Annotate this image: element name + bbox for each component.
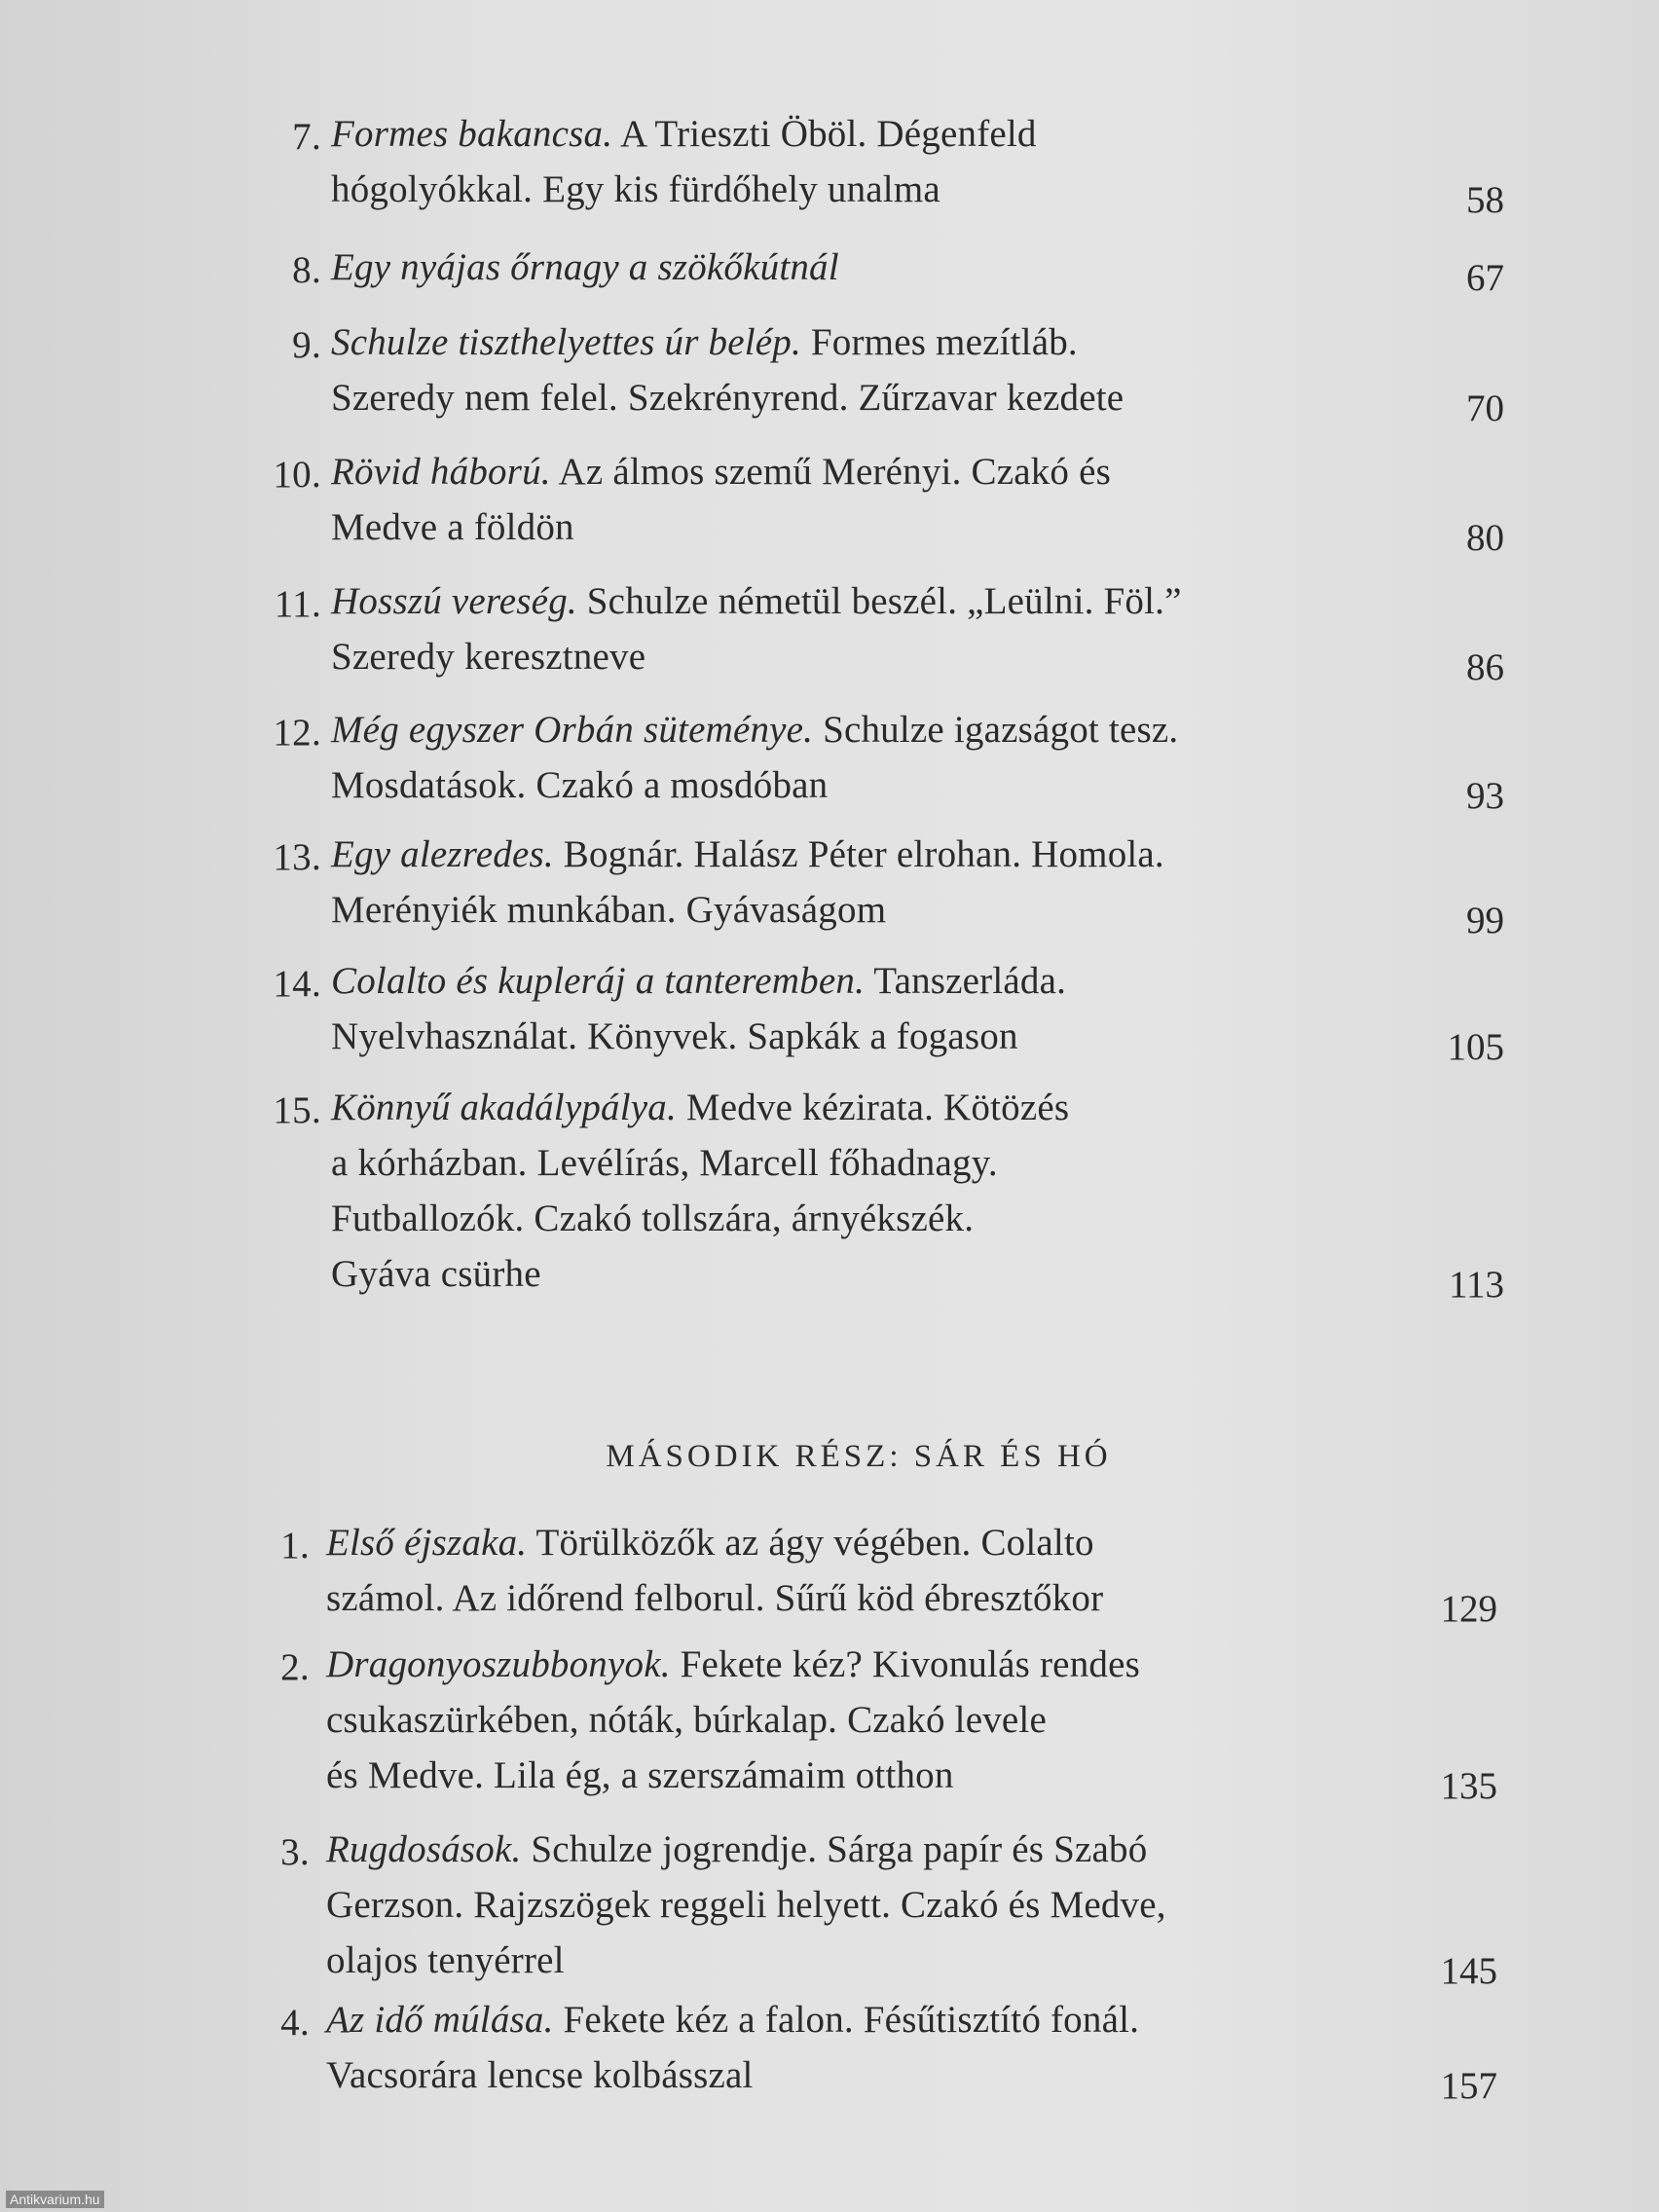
page-number: 93 bbox=[1466, 775, 1504, 817]
chapter-number: 3. bbox=[280, 1831, 310, 1873]
description-line bbox=[326, 1877, 1426, 1933]
chapter-description bbox=[326, 1515, 1426, 1626]
description-line bbox=[331, 573, 1431, 629]
line-text: Gerzson. Rajzszögek reggeli helyett. Czakó és Medve, bbox=[326, 1884, 1166, 1926]
line-text: Merényiék munkában. Gyávaságom bbox=[331, 889, 887, 931]
page-number: 113 bbox=[1448, 1264, 1504, 1306]
description-line bbox=[331, 702, 1431, 757]
line-text: Schulze jogrendje. Sárga papír és Szabó bbox=[521, 1828, 1148, 1870]
line-text: Az álmos szemű Merényi. Czakó és bbox=[550, 451, 1111, 493]
description-line bbox=[326, 2047, 1426, 2103]
line-text: Fekete kéz a falon. Fésűtisztító fonál. bbox=[553, 1999, 1140, 2041]
line-text: Mosdatások. Czakó a mosdóban bbox=[331, 764, 829, 806]
page-number: 80 bbox=[1466, 517, 1504, 559]
description-line bbox=[331, 953, 1431, 1009]
chapter-number: 14. bbox=[273, 963, 321, 1005]
description-line bbox=[331, 499, 1431, 555]
line-text: Szeredy keresztneve bbox=[331, 636, 646, 678]
chapter-description bbox=[331, 953, 1431, 1064]
chapter-title: Egy alezredes. bbox=[331, 833, 554, 875]
watermark: Antikvarium.hu bbox=[6, 2191, 104, 2208]
description-line bbox=[331, 757, 1431, 813]
description-line bbox=[326, 1692, 1426, 1748]
line-text: Vacsorára lencse kolbásszal bbox=[326, 2054, 754, 2096]
line-text: a kórházban. Levélírás, Marcell főhadnagy. bbox=[331, 1142, 998, 1184]
description-line bbox=[326, 1992, 1426, 2047]
chapter-title: Formes bakancsa. bbox=[331, 113, 613, 155]
chapter-number: 9. bbox=[292, 324, 321, 366]
line-text: Törülközők az ágy végében. Colalto bbox=[527, 1522, 1094, 1564]
chapter-description bbox=[331, 314, 1431, 425]
section-heading: MÁSODIK RÉSZ: SÁR ÉS HÓ bbox=[606, 1439, 1112, 1474]
line-text: csukaszürkében, nóták, búrkalap. Czakó levele bbox=[326, 1699, 1047, 1741]
chapter-description bbox=[331, 573, 1431, 684]
page-number: 145 bbox=[1440, 1950, 1497, 1992]
chapter-title: Dragonyoszubbonyok. bbox=[326, 1643, 671, 1685]
description-line bbox=[331, 162, 1431, 217]
chapter-title: Egy nyájas őrnagy a szökőkútnál bbox=[331, 246, 839, 288]
line-text: és Medve. Lila ég, a szerszámaim otthon bbox=[326, 1754, 954, 1796]
chapter-description bbox=[331, 106, 1431, 217]
description-line bbox=[331, 629, 1431, 684]
chapter-number: 15. bbox=[273, 1089, 321, 1131]
line-text: Bognár. Halász Péter elrohan. Homola. bbox=[553, 833, 1164, 875]
chapter-title: Rövid háború. bbox=[331, 451, 551, 493]
chapter-description bbox=[326, 1992, 1426, 2103]
description-line bbox=[331, 444, 1431, 499]
description-line bbox=[326, 1933, 1426, 1988]
page-number: 99 bbox=[1466, 900, 1504, 941]
line-text: Formes mezítláb. bbox=[800, 321, 1078, 363]
chapter-title: Még egyszer Orbán süteménye. bbox=[331, 709, 814, 751]
line-text: számol. Az időrend felborul. Sűrű köd ébresztőkor bbox=[326, 1577, 1104, 1619]
chapter-description bbox=[326, 1637, 1426, 1803]
description-line bbox=[331, 106, 1431, 162]
chapter-title: Schulze tiszthelyettes úr belép. bbox=[331, 321, 801, 363]
page-number: 105 bbox=[1447, 1026, 1504, 1068]
chapter-description bbox=[331, 702, 1431, 813]
page-number: 135 bbox=[1440, 1765, 1497, 1807]
chapter-number: 8. bbox=[292, 249, 321, 291]
chapter-title: Colalto és kupleráj a tanteremben. bbox=[331, 960, 866, 1002]
line-text: Medve kézirata. Kötözés bbox=[676, 1087, 1070, 1128]
description-line bbox=[326, 1570, 1426, 1626]
line-text: Gyáva csürhe bbox=[331, 1253, 541, 1295]
chapter-description bbox=[331, 1080, 1431, 1302]
description-line bbox=[331, 370, 1431, 425]
chapter-description bbox=[326, 1822, 1426, 1988]
description-line bbox=[326, 1515, 1426, 1570]
chapter-number: 4. bbox=[280, 2002, 310, 2044]
description-line bbox=[331, 827, 1431, 882]
line-text: Schulze igazságot tesz. bbox=[813, 709, 1179, 751]
chapter-number: 7. bbox=[292, 116, 321, 158]
line-text: A Trieszti Öböl. Dégenfeld bbox=[612, 113, 1037, 155]
description-line bbox=[331, 1191, 1431, 1246]
page-number: 129 bbox=[1440, 1588, 1497, 1630]
line-text: Medve a földön bbox=[331, 506, 574, 548]
description-line bbox=[331, 314, 1431, 370]
line-text: Tanszerláda. bbox=[865, 960, 1067, 1002]
chapter-number: 1. bbox=[280, 1525, 310, 1567]
page-number: 58 bbox=[1466, 179, 1504, 221]
page-number: 67 bbox=[1466, 257, 1504, 299]
line-text: Schulze németül beszél. „Leülni. Föl.” bbox=[576, 580, 1182, 622]
description-line bbox=[326, 1637, 1426, 1692]
chapter-description bbox=[331, 827, 1431, 938]
description-line bbox=[331, 1246, 1431, 1302]
description-line bbox=[326, 1822, 1426, 1877]
chapter-description bbox=[331, 240, 1431, 295]
chapter-title: Rugdosások. bbox=[326, 1828, 522, 1870]
description-line bbox=[331, 882, 1431, 938]
line-text: Szeredy nem felel. Szekrényrend. Zűrzavar kezdete bbox=[331, 377, 1124, 419]
page-number: 70 bbox=[1466, 387, 1504, 429]
chapter-number: 10. bbox=[273, 454, 321, 496]
line-text: Fekete kéz? Kivonulás rendes bbox=[670, 1643, 1140, 1685]
chapter-title: Az idő múlása. bbox=[326, 1999, 554, 2041]
chapter-description bbox=[331, 444, 1431, 555]
description-line bbox=[331, 1080, 1431, 1135]
chapter-title: Hosszú vereség. bbox=[331, 580, 577, 622]
chapter-title: Könnyű akadálypálya. bbox=[331, 1087, 677, 1128]
description-line bbox=[331, 1135, 1431, 1191]
chapter-number: 11. bbox=[274, 583, 321, 625]
description-line bbox=[331, 240, 1431, 295]
chapter-title: Első éjszaka. bbox=[326, 1522, 528, 1564]
description-line bbox=[326, 1748, 1426, 1803]
line-text: olajos tenyérrel bbox=[326, 1939, 565, 1981]
description-line bbox=[331, 1009, 1431, 1064]
page-number: 86 bbox=[1466, 646, 1504, 688]
chapter-number: 12. bbox=[273, 712, 321, 754]
line-text: Futballozók. Czakó tollszára, árnyékszék. bbox=[331, 1198, 975, 1239]
line-text: hógolyókkal. Egy kis fürdőhely unalma bbox=[331, 168, 940, 210]
chapter-number: 2. bbox=[280, 1646, 310, 1688]
page-number: 157 bbox=[1440, 2065, 1497, 2107]
chapter-number: 13. bbox=[273, 836, 321, 878]
line-text: Nyelvhasználat. Könyvek. Sapkák a fogason bbox=[331, 1015, 1018, 1057]
